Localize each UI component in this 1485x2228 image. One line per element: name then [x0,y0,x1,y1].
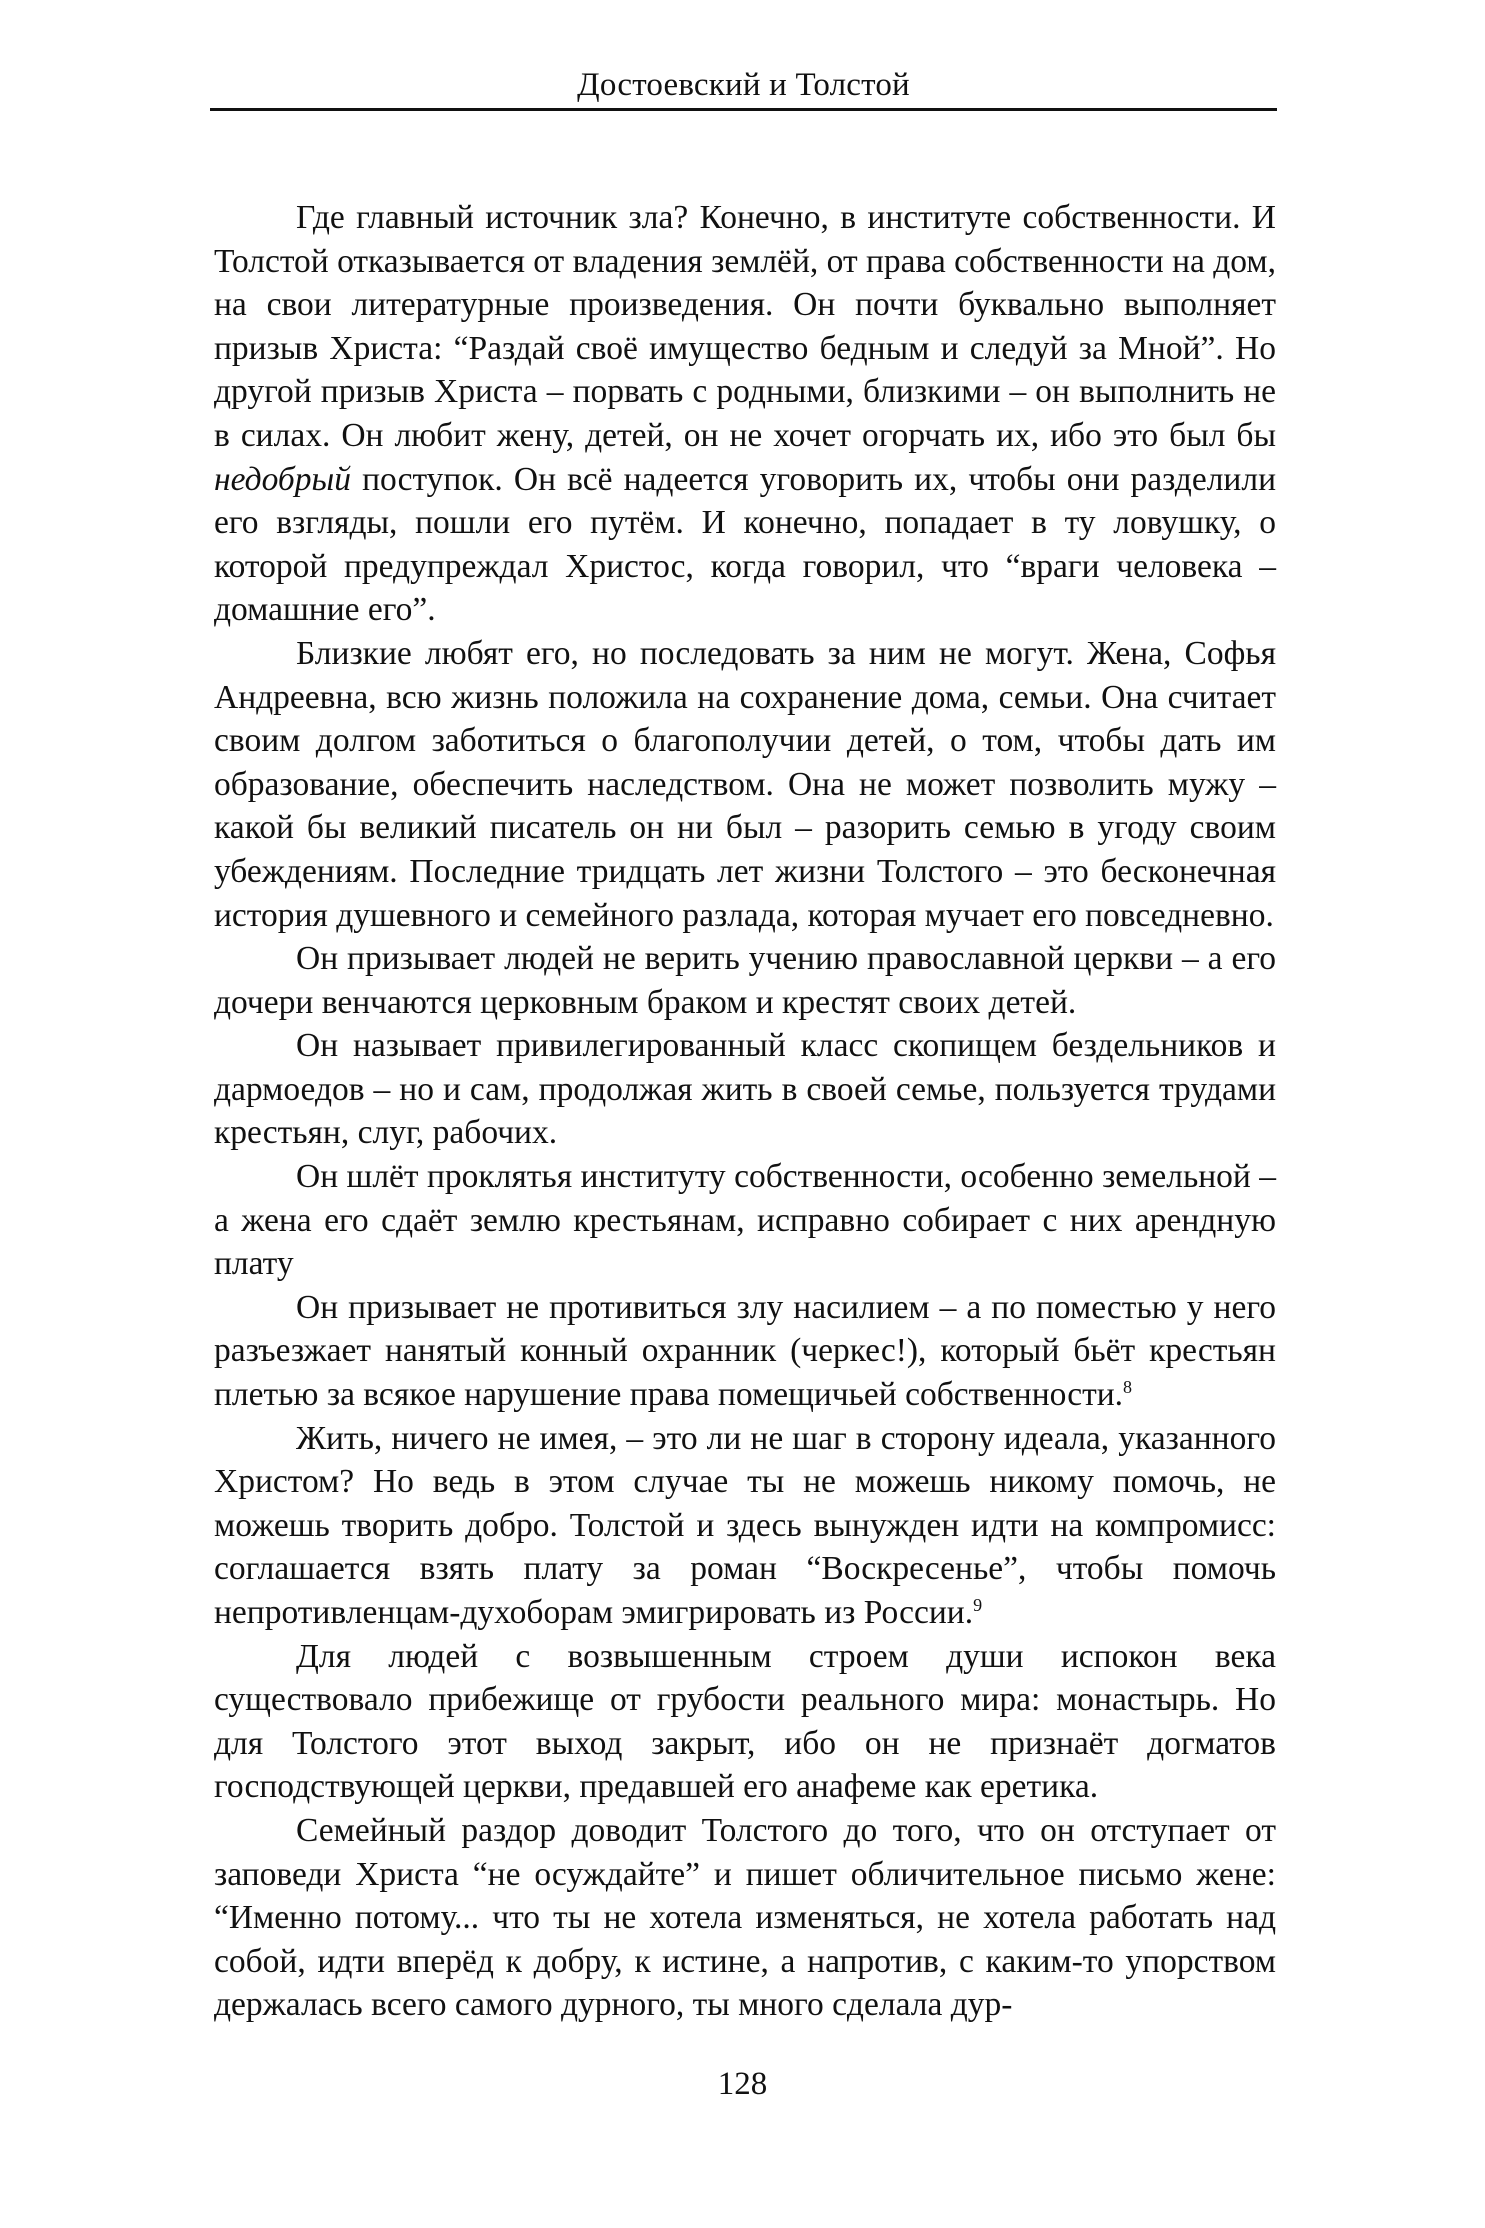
page-number: 128 [717,2066,768,2102]
paragraph: Близкие любят его, но последовать за ним не могут. Жена, Софья Андреевна, всю жизнь положила на сохранение дома, семьи. Она считает своим долгом заботиться о благополучии детей, о том, чтобы дать им образование, обеспечить наследством. Она не может позволить мужу – какой бы великий писатель он ни был – разорить семью в угоду своим убеждениям. Последние тридцать лет жизни Толстого – это бесконечная история душевного и семейного разлада, которая мучает его повседневно. [214,634,1276,934]
paragraph: Он призывает людей не верить учению православной церкви – а его дочери венчаются церковным браком и крестят своих детей. [214,940,1276,1021]
paragraph: Он шлёт проклятья институту собственности, особенно земельной – а жена его сдаёт землю крестьянам, исправно собирает с них арендную плату [214,1158,1276,1283]
body-text [214,196,1276,2027]
paragraph: Он призывает не противиться злу насилием – а по поместью у него разъезжает нанятый конный охранник (черкес!), который бьёт крестьян плетью за всякое нарушение права помещичьей собственности.$^8$ [214,1288,1276,1414]
footnote-marker[interactable]: 9 [973,1594,983,1615]
running-header [210,62,1277,111]
paragraph: Для людей с возвышенным строем души испокон века существовало прибежище от грубости реального мира: монастырь. Но для Толстого этот выход закрыт, ибо он не признаёт догматов господствующей церкви, предавшей его анафеме как еретика. [214,1637,1276,1806]
paragraph: Где главный источник зла? Конечно, в институте собственности. И Толстой отказывается от владения землёй, от права собственности на дом, на свои литературные произведения. Он почти буквально выполняет призыв Христа: “Раздай своё имущество бедным и следуй за Мной”. Но другой призыв Христа – порвать с родными, близкими – он выполнить не в силах. Он любит жену, детей, он не хочет огорчать их, ибо это был бы недобрый поступок. Он всё надеется уговорить их, чтобы они разделили его взгляды, пошли его путём. И конечно, попадает в ту ловушку, о которой предупреждал Христос, когда говорил, что “враги человека – домашние его”. [214,199,1276,629]
running-header-title: Достоевский и Толстой [577,67,910,103]
paragraph: Жить, ничего не имея, – это ли не шаг в сторону идеала, указанного Христом? Но ведь в этом случае ты не можешь никому помочь, не можешь творить добро. Толстой и здесь вынужден идти на компромисс: соглашается взять плату за роман “Воскресенье”, чтобы помочь непротивленцам-духоборам эмигрировать из России.$^9$ [214,1419,1276,1631]
emphasized-word: недобрый [214,460,351,498]
paragraph: Он называет привилегированный класс скопищем бездельников и дармоедов – но и сам, продолжая жить в своей семье, пользуется трудами крестьян, слуг, рабочих. [214,1027,1276,1152]
footnote-marker[interactable]: 8 [1123,1376,1133,1397]
paragraph: Семейный раздор доводит Толстого до того, что он отступает от заповеди Христа “не осуждайте” и пишет обличительное письмо жене: “Именно потому... что ты не хотела изменяться, не хотела работать над собой, идти вперёд к добру, к истине, а напротив, с каким-то упорством держалась всего самого дурного, ты много сделала дур- [214,1811,1276,2024]
